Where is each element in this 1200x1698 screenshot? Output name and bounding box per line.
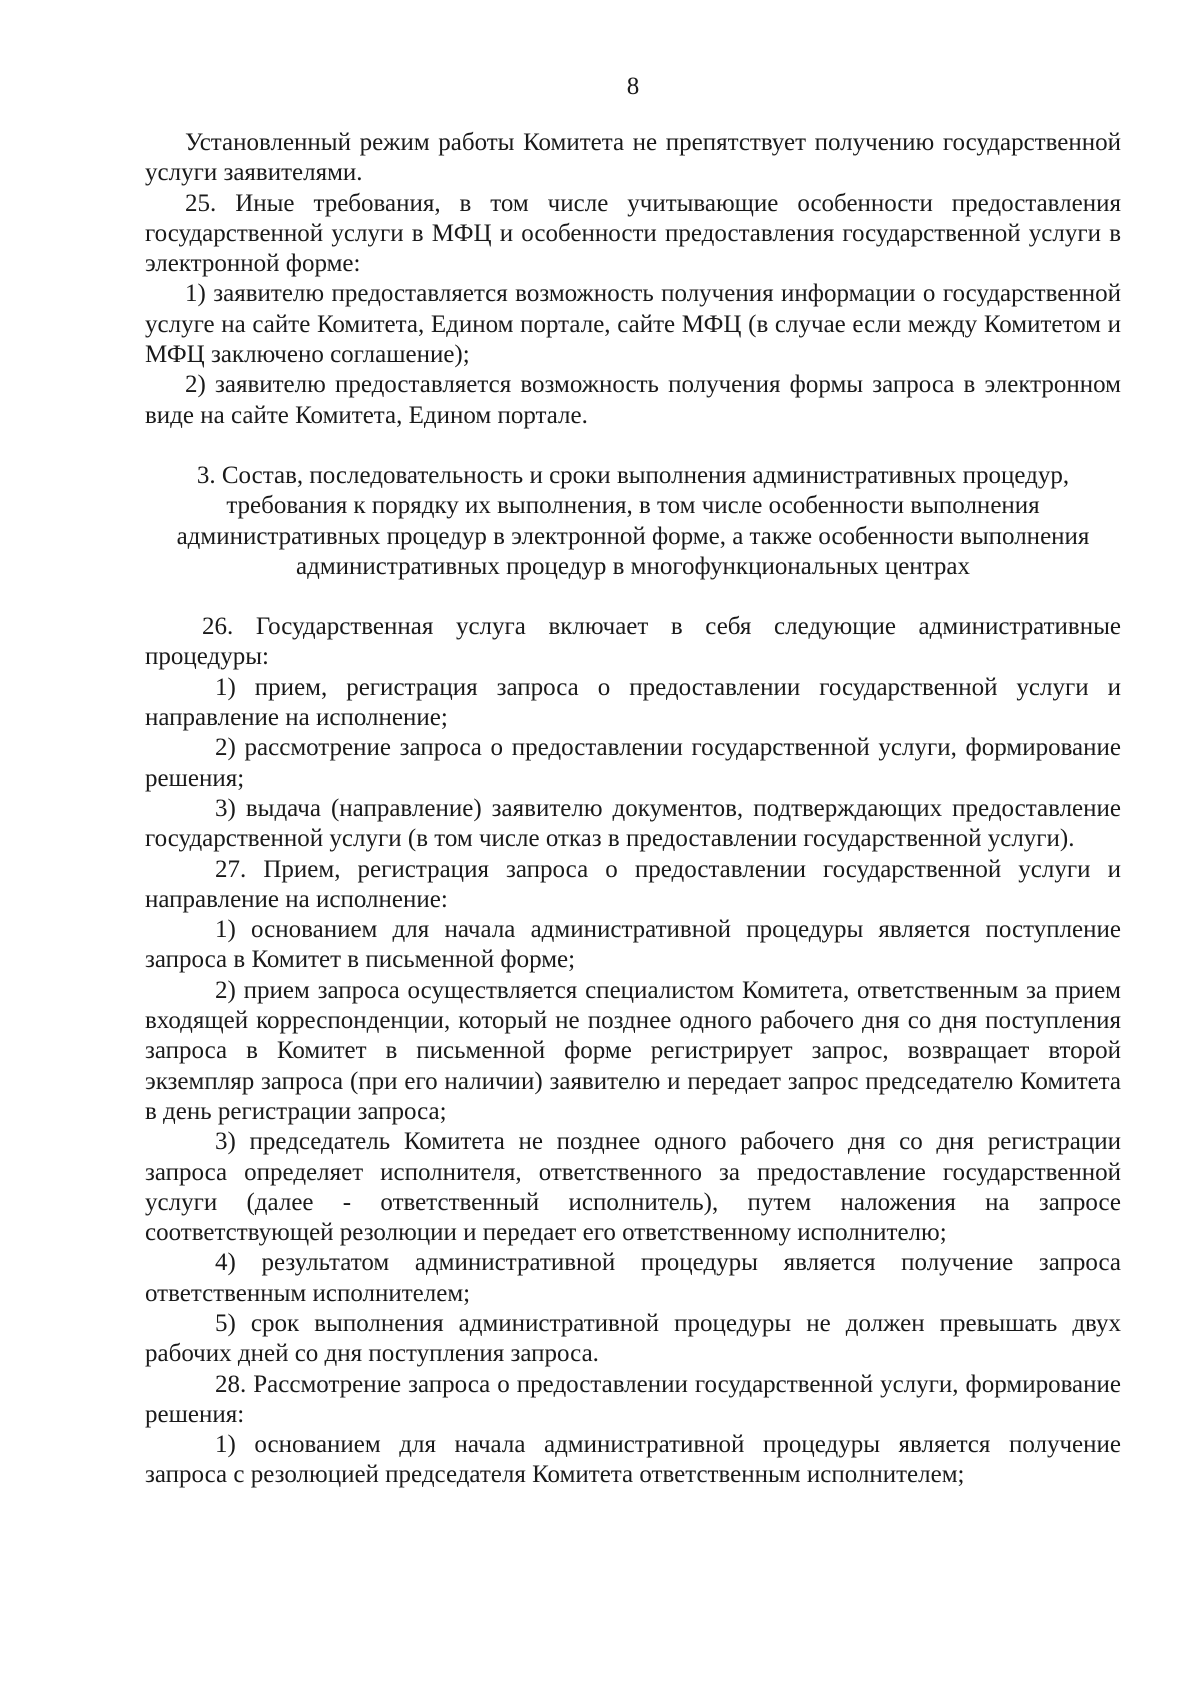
paragraph-27-item-5: 5) срок выполнения административной процедуры не должен превышать двух рабочих дней со дня поступления запроса. (145, 1309, 1121, 1368)
paragraph-27-item-1: 1) основанием для начала административной процедуры является поступление запроса в Комитет в письменной форме; (145, 916, 1121, 974)
paragraph-25-item-1: 1) заявителю предоставляется возможность получения информации о государственной услуге на сайте Комитета, Едином портале, сайте МФЦ (в случае если между Комитетом и МФЦ заключено соглашение); (145, 280, 1121, 369)
paragraph-work-schedule: Установленный режим работы Комитета не препятствует получению государственной услуги заявителями. (145, 129, 1121, 187)
paragraph-27-item-2: 2) прием запроса осуществляется специалистом Комитета, ответственным за прием входящей корреспонденции, который не позднее одного рабочего дня со дня поступления запроса в Комитет в письменной форме регистрирует запрос, возвращает второй экземпляр запроса (при его наличии) заявителю и передает запрос председателю Комитета в день регистрации запроса; (145, 976, 1121, 1125)
section-heading-line: административных процедур в многофункциональных центрах (296, 552, 970, 580)
section-heading-line: требования к порядку их выполнения, в том числе особенности выполнения (226, 492, 1040, 520)
paragraph-25-item-2: 2) заявителю предоставляется возможность получения формы запроса в электронном виде на сайте Комитета, Едином портале. (145, 371, 1121, 429)
paragraph-25: 25. Иные требования, в том числе учитывающие особенности предоставления государственной услуги в МФЦ и особенности предоставления государственной услуги в электронной форме: (145, 189, 1121, 278)
section-heading-line: административных процедур в электронной форме, а также особенности выполнения (176, 522, 1090, 550)
paragraph-26-item-1: 1) прием, регистрация запроса о предоставлении государственной услуги и направление на исполнение; (145, 673, 1121, 732)
section-heading (145, 461, 1121, 582)
document-body (145, 128, 1121, 1491)
paragraph-26-item-2: 2) рассмотрение запроса о предоставлении государственной услуги, формирование решения; (145, 734, 1121, 792)
page-number: 8 (626, 73, 640, 100)
paragraph-26: 26. Государственная услуга включает в себя следующие административные процедуры: (145, 613, 1121, 671)
paragraph-26-item-3: 3) выдача (направление) заявителю документов, подтверждающих предоставление государственной услуги (в том числе отказ в предоставлении государственной услуги). (145, 794, 1121, 853)
paragraph-28-item-1: 1) основанием для начала административной процедуры является получение запроса с резолюцией председателя Комитета ответственным исполнителем; (145, 1431, 1121, 1489)
paragraph-27-item-4: 4) результатом административной процедуры является получение запроса ответственным исполнителем; (145, 1249, 1121, 1307)
section-heading-line: 3. Состав, последовательность и сроки выполнения административных процедур, (196, 461, 1070, 489)
paragraph-28: 28. Рассмотрение запроса о предоставлении государственной услуги, формирование решения: (145, 1370, 1121, 1428)
paragraph-27-item-3: 3) председатель Комитета не позднее одного рабочего дня со дня регистрации запроса определяет исполнителя, ответственного за предоставление государственной услуги (далее - ответственный исполнитель), путем наложения на запросе соответствующей резолюции и передает его ответственному исполнителю; (145, 1128, 1121, 1247)
paragraph-27: 27. Прием, регистрация запроса о предоставлении государственной услуги и направление на исполнение: (145, 855, 1121, 913)
